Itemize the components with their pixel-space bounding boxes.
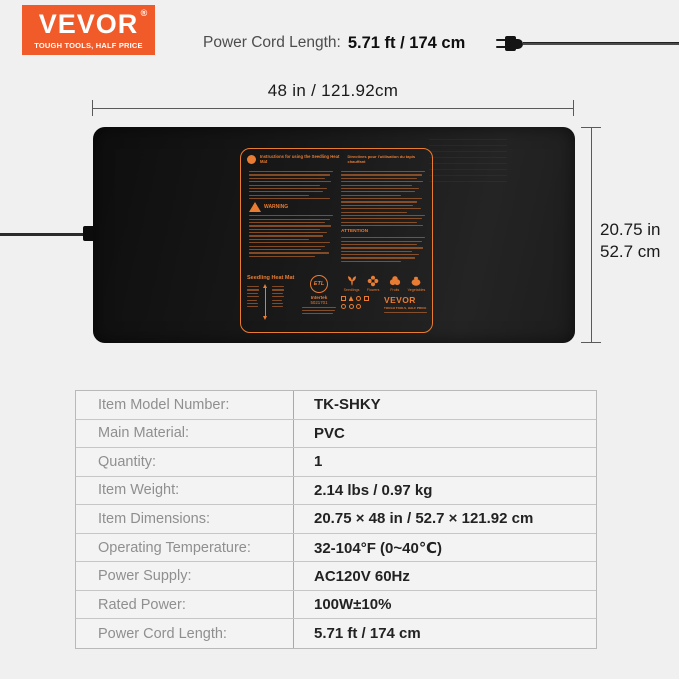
micro-text-line (249, 249, 321, 250)
table-row (76, 534, 596, 563)
micro-text-line (249, 171, 333, 172)
height-cm: 52.7 cm (600, 242, 661, 262)
spec-label: Operating Temperature: (98, 539, 251, 556)
mat-instruction-label (240, 148, 433, 333)
spec-value: AC120V 60Hz (293, 562, 596, 590)
micro-text-line (249, 229, 320, 230)
plant-item (384, 275, 405, 292)
info-icon (247, 155, 256, 164)
label-column-right (341, 171, 425, 264)
micro-text-line (249, 185, 320, 186)
dimension-tick (573, 100, 574, 116)
plant-icons-row (341, 275, 427, 292)
label-brand-block (384, 296, 427, 315)
label-brand-tagline: TOUGH TOOLS, HALF PRICE (384, 305, 427, 310)
micro-text-line (341, 201, 417, 202)
micro-text-line (341, 222, 417, 223)
spec-label: Power Supply: (98, 568, 192, 585)
micro-text-line (341, 237, 425, 238)
mat-power-cord (0, 233, 93, 236)
micro-text-line (341, 215, 425, 216)
table-row (76, 591, 596, 620)
etl-logo-icon: ETL (310, 275, 328, 293)
micro-text-line (272, 296, 284, 297)
fruits-icon (389, 275, 401, 287)
micro-text-line (272, 306, 283, 307)
warning-triangle-icon (249, 202, 261, 212)
etl-certification-zone (302, 275, 336, 327)
registered-mark: ® (140, 7, 149, 18)
micro-text-line (341, 208, 421, 209)
micro-text-line (341, 181, 423, 182)
label-product-name: Seedling Heat Mat (247, 275, 295, 281)
micro-text-line (272, 300, 282, 301)
micro-text-line (341, 251, 412, 252)
micro-text-block (302, 307, 336, 315)
spec-value: PVC (293, 420, 596, 448)
micro-text-line (249, 256, 315, 257)
label-column-left (249, 171, 333, 259)
micro-text-block (272, 284, 284, 310)
micro-text-line (249, 215, 333, 216)
width-dimension-label: 48 in / 121.92cm (267, 81, 399, 100)
micro-text-line (249, 252, 329, 253)
spec-value: 100W±10% (293, 591, 596, 619)
micro-text-line (341, 254, 419, 255)
plant-label: Flowers (366, 288, 380, 292)
cert-circle-icon (341, 304, 346, 309)
table-row (76, 505, 596, 534)
table-row (76, 391, 596, 420)
micro-text-line (272, 289, 284, 290)
micro-text-line (249, 222, 325, 223)
micro-text-line (341, 247, 423, 248)
micro-text-line (249, 181, 331, 182)
heat-mat-product-image (93, 127, 575, 343)
micro-text-line (249, 188, 327, 189)
label-header (247, 154, 427, 164)
micro-text-line (247, 300, 257, 301)
spec-label: Rated Power: (98, 596, 186, 613)
dimension-line (92, 108, 574, 109)
plant-item (341, 275, 362, 292)
micro-text-line (247, 303, 258, 304)
intertek-label: Intertek (310, 294, 328, 300)
height-inches: 20.75 in (600, 220, 661, 239)
micro-text-line (384, 312, 427, 313)
label-bottom-band (247, 275, 427, 327)
micro-text-line (249, 174, 330, 175)
micro-text-line (249, 232, 327, 233)
micro-text-line (341, 174, 422, 175)
micro-text-line (247, 286, 259, 287)
label-heading-fr: Directives pour l'utilisation du tapis chauffant (347, 154, 416, 164)
spec-label: Item Model Number: (98, 396, 230, 413)
micro-text-line (341, 171, 425, 172)
power-cord-line (523, 42, 679, 45)
dimension-tick (581, 342, 601, 343)
spec-value: TK-SHKY (293, 391, 596, 419)
micro-text-line (341, 218, 422, 219)
micro-text-block (341, 171, 425, 226)
power-cord-header (203, 33, 465, 53)
micro-text-block (341, 237, 425, 262)
spec-label: Power Cord Length: (98, 625, 227, 642)
micro-text-line (341, 257, 415, 258)
micro-text-line (249, 225, 331, 226)
micro-text-line (302, 310, 335, 311)
micro-text-line (341, 178, 417, 179)
label-heading-en: Instructions for using the Seedling Heat Mat (260, 154, 340, 164)
temperature-diagram (247, 284, 297, 320)
flowers-icon (367, 275, 379, 287)
spec-table (75, 390, 597, 649)
cert-circle-icon (356, 296, 361, 301)
label-cert-brand-row (341, 296, 427, 315)
micro-text-block (384, 312, 427, 313)
label-plants-zone (341, 275, 427, 327)
micro-text-line (341, 195, 401, 196)
spec-label: Main Material: (98, 425, 190, 442)
vevor-logo-text: VEVOR ® (38, 7, 149, 39)
cert-circle-icon (356, 304, 361, 309)
plant-label: Seedlings (343, 288, 360, 292)
spec-label: Item Weight: (98, 482, 180, 499)
micro-text-line (249, 242, 330, 243)
micro-text-line (272, 286, 284, 287)
label-brand-name: VEVOR (384, 295, 416, 305)
micro-text-block (247, 284, 259, 310)
micro-text-line (249, 235, 323, 236)
micro-text-line (249, 198, 330, 199)
spec-value: 32-104°F (0~40℃) (293, 534, 596, 562)
vevor-logo (22, 5, 155, 55)
micro-text-line (249, 219, 330, 220)
micro-text-line (247, 306, 258, 307)
micro-text-line (341, 241, 422, 242)
spec-label: Quantity: (98, 453, 157, 470)
attention-title: ATTENTION (341, 229, 369, 235)
micro-text-line (249, 195, 309, 196)
micro-text-block (249, 171, 333, 199)
spec-value: 1 (293, 448, 596, 476)
micro-text-line (249, 178, 325, 179)
mat-texture (429, 139, 507, 185)
micro-text-line (341, 261, 401, 262)
width-dimension-line (92, 100, 574, 116)
micro-text-line (341, 188, 419, 189)
vegetables-icon (410, 275, 422, 287)
cert-circle-icon (349, 304, 354, 309)
dimension-line (591, 127, 592, 343)
vertical-arrow-icon (262, 284, 269, 320)
plug-nose (514, 39, 523, 49)
micro-text-line (341, 225, 423, 226)
micro-text-line (247, 293, 258, 294)
label-product-zone (247, 275, 297, 327)
cert-number: 5021701 (310, 299, 328, 305)
micro-text-line (341, 212, 407, 213)
micro-text-line (249, 246, 325, 247)
table-row (76, 448, 596, 477)
power-cord-label: Power Cord Length: (203, 34, 341, 51)
table-row (76, 562, 596, 591)
height-dimension-label (600, 219, 661, 263)
micro-text-line (272, 293, 283, 294)
cert-triangle-icon (349, 296, 354, 301)
spec-label: Item Dimensions: (98, 510, 211, 527)
micro-text-line (341, 185, 412, 186)
table-row (76, 477, 596, 506)
cert-square-icon (341, 296, 346, 301)
height-dimension-line (580, 127, 602, 343)
micro-text-line (272, 303, 283, 304)
plant-item (406, 275, 427, 292)
table-row (76, 619, 596, 648)
micro-text-line (302, 307, 336, 308)
plant-item (363, 275, 384, 292)
power-cord-value: 5.71 ft / 174 cm (347, 33, 466, 52)
micro-text-line (341, 244, 417, 245)
certification-marks (341, 296, 379, 315)
plant-label: Fruits (390, 288, 400, 292)
micro-text-line (341, 191, 415, 192)
warning-title: WARNING (264, 204, 289, 211)
micro-text-line (247, 296, 259, 297)
micro-text-line (247, 289, 259, 290)
micro-text-line (302, 313, 333, 314)
micro-text-line (249, 239, 309, 240)
spec-value: 2.14 lbs / 0.97 kg (293, 477, 596, 505)
cert-square-icon (364, 296, 369, 301)
spec-value: 5.71 ft / 174 cm (293, 619, 596, 648)
micro-text-line (341, 205, 413, 206)
micro-text-block (249, 215, 333, 257)
warning-row (249, 202, 333, 212)
micro-text-line (341, 198, 422, 199)
micro-text-line (249, 191, 323, 192)
seedlings-icon (346, 275, 358, 287)
plant-label: Vegetables (407, 288, 426, 292)
spec-value: 20.75 × 48 in / 52.7 × 121.92 cm (293, 505, 596, 533)
table-row (76, 420, 596, 449)
vevor-logo-tagline: TOUGH TOOLS, HALF PRICE (34, 40, 143, 50)
